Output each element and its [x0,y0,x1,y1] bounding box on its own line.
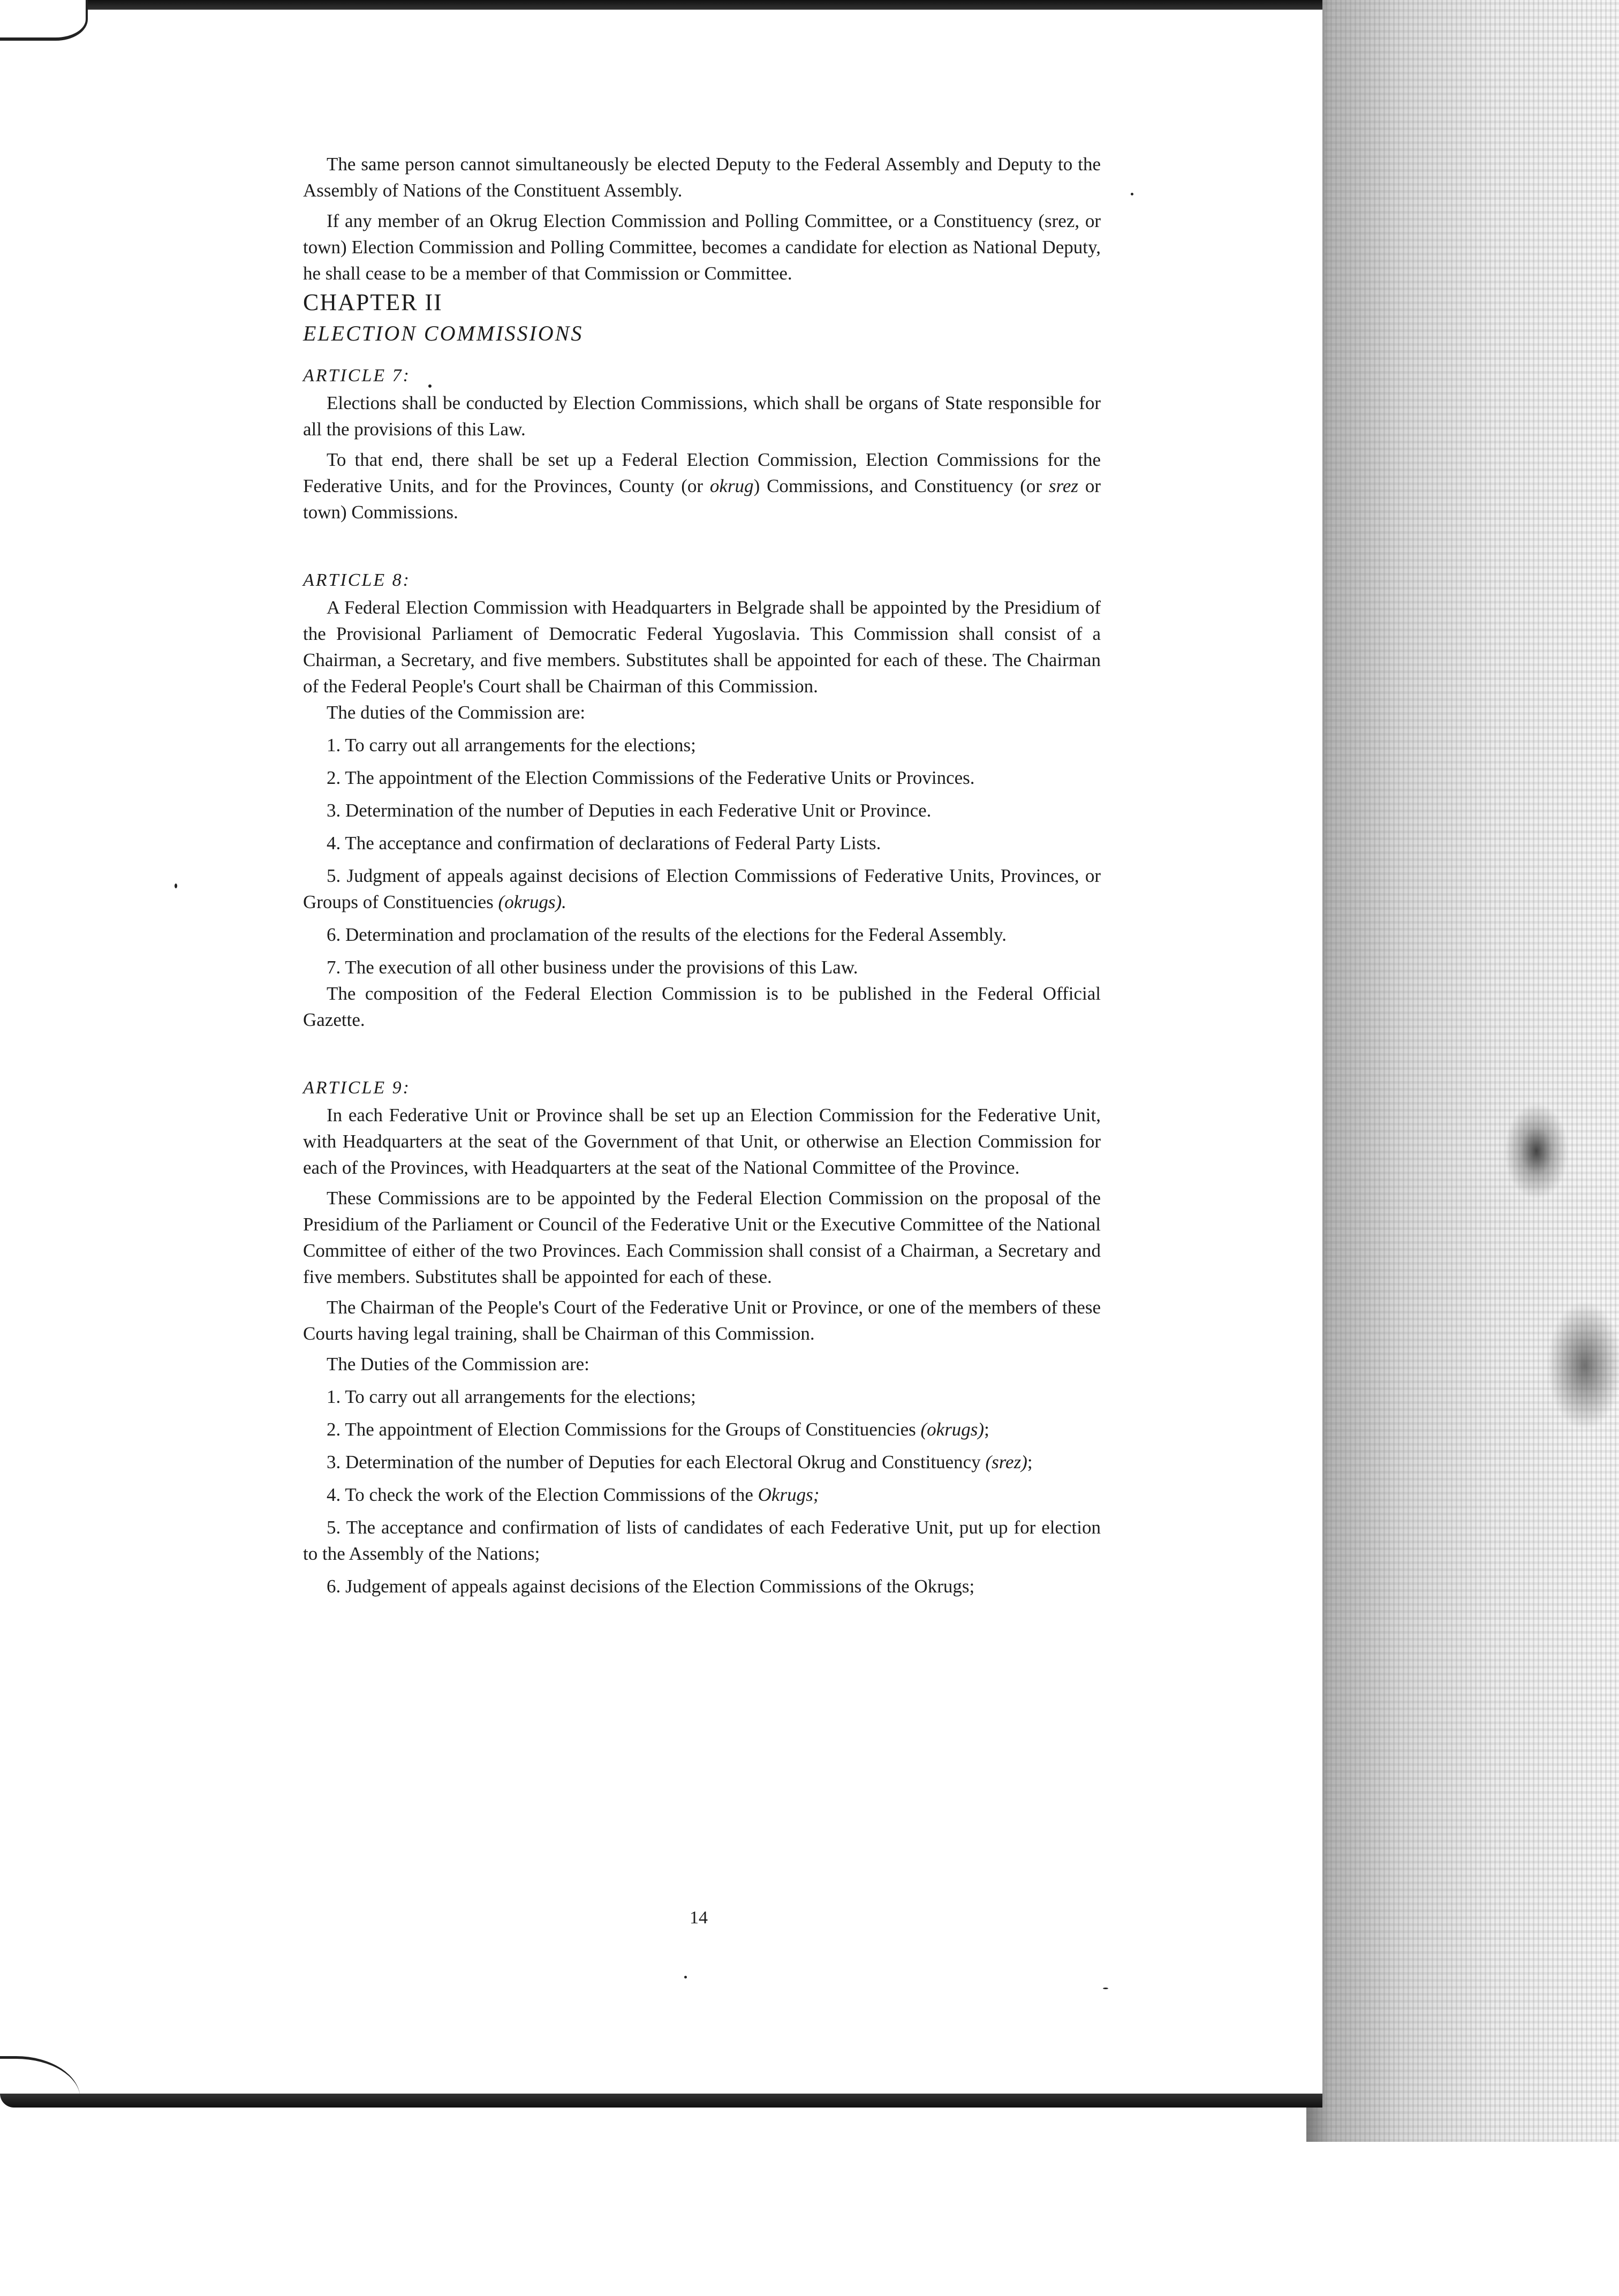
scan-background-right [1306,0,1619,2142]
article-8-item-3: 3. Determination of the number of Deputies in each Federative Unit or Province. [327,800,932,821]
article-8-item-6: 6. Determination and proclamation of the results of the elections for the Federal Assembly. [327,924,1007,945]
article-8-item-2: 2. The appointment of the Election Commissions of the Federative Units or Provinces. [327,767,975,788]
article-9-item-5: 5. The acceptance and confirmation of lists of candidates of each Federative Unit, put up for election to the Assembly of the Nations; [303,1517,1101,1564]
page-corner-top-left [0,0,88,41]
scan-speck [428,384,432,388]
article-8-item-1: 1. To carry out all arrangements for the elections; [327,735,696,756]
article-7-paragraph-1: Elections shall be conducted by Election Commissions, which shall be organs of State responsible for all the provisions of this Law. [303,392,1101,440]
article-7-paragraph-2: To that end, there shall be set up a Federal Election Commission, Election Commissions for the Federative Units, and for the Provinces, County (or okrug) Commissions, and Constituency (or srez or town) Commissions. [303,449,1101,523]
chapter-title: ELECTION COMMISSIONS [303,321,584,345]
article-9-paragraph-2: These Commissions are to be appointed by the Federal Election Commission on the proposal of the Presidium of the Parliament or Council of the Federative Unit or the Executive Committee of the National Committee of either of the two Provinces. Each Commission shall consist of a Chairman, a Secretary and five members. Substitutes shall be appointed for each of these. [303,1188,1101,1287]
article-8-item-7: 7. The execution of all other business under the provisions of this Law. [327,957,858,978]
article-9-paragraph-3: The Chairman of the People's Court of the Federative Unit or Province, or one of the members of these Courts having legal training, shall be Chairman of this Commission. [303,1297,1101,1344]
scan-speck [684,1976,687,1978]
intro-paragraph-1: The same person cannot simultaneously be elected Deputy to the Federal Assembly and Deputy to the Assembly of Nations of the Constituent Assembly. [303,154,1101,201]
article-8-paragraph-1: A Federal Election Commission with Headquarters in Belgrade shall be appointed by the Presidium of the Provisional Parliament of Democratic Federal Yugoslavia. This Commission shall consist of a Chairman, a Secretary, and five members. Substitutes shall be appointed for each of these. The Chairman of the Federal People's Court shall be Chairman of this Commission. [303,597,1101,697]
article-9-item-2: 2. The appointment of Election Commissions for the Groups of Constituencies (okrugs); [327,1419,989,1440]
article-9-heading: ARTICLE 9: [303,1078,411,1098]
scan-speck [175,883,177,888]
article-8-item-5: 5. Judgment of appeals against decisions of Election Commissions of Federative Units, Provinces, or Groups of Constituencies (okrugs). [303,865,1101,912]
article-8-heading: ARTICLE 8: [303,570,411,590]
article-9-item-6: 6. Judgement of appeals against decisions of the Election Commissions of the Okrugs; [327,1576,975,1597]
intro-paragraph-2: If any member of an Okrug Election Commission and Polling Committee, or a Constituency (srez, or town) Election Commission and Polling Committee, becomes a candidate for election as National Deputy, he shall cease to be a member of that Commission or Committee. [303,210,1101,284]
article-9-item-3: 3. Determination of the number of Deputies for each Electoral Okrug and Constituency (srez); [327,1452,1033,1472]
article-8-item-4: 4. The acceptance and confirmation of declarations of Federal Party Lists. [327,833,881,854]
page-number: 14 [690,1908,708,1928]
scan-edge-bottom [0,2094,1322,2108]
article-8-duties-intro: The duties of the Commission are: [327,702,586,723]
article-9-item-1: 1. To carry out all arrangements for the elections; [327,1386,696,1407]
article-9-paragraph-1: In each Federative Unit or Province shall be set up an Election Commission for the Federative Unit, with Headquarters at the seat of the Government of that Unit, or otherwise an Election Commission for each of the Provinces, with Headquarters at the seat of the National Committee of the Province. [303,1105,1101,1178]
scan-edge-top [0,0,1322,10]
article-9-duties-intro: The Duties of the Commission are: [327,1354,589,1374]
scan-speck [1103,1988,1108,1989]
article-9-item-4: 4. To check the work of the Election Commissions of the Okrugs; [327,1484,820,1505]
article-8-closing: The composition of the Federal Election Commission is to be published in the Federal Official Gazette. [303,983,1101,1030]
article-7-heading: ARTICLE 7: [303,366,411,386]
document-body [303,151,1101,1599]
scan-speck [1131,193,1133,195]
chapter-heading: CHAPTER II [303,289,443,315]
